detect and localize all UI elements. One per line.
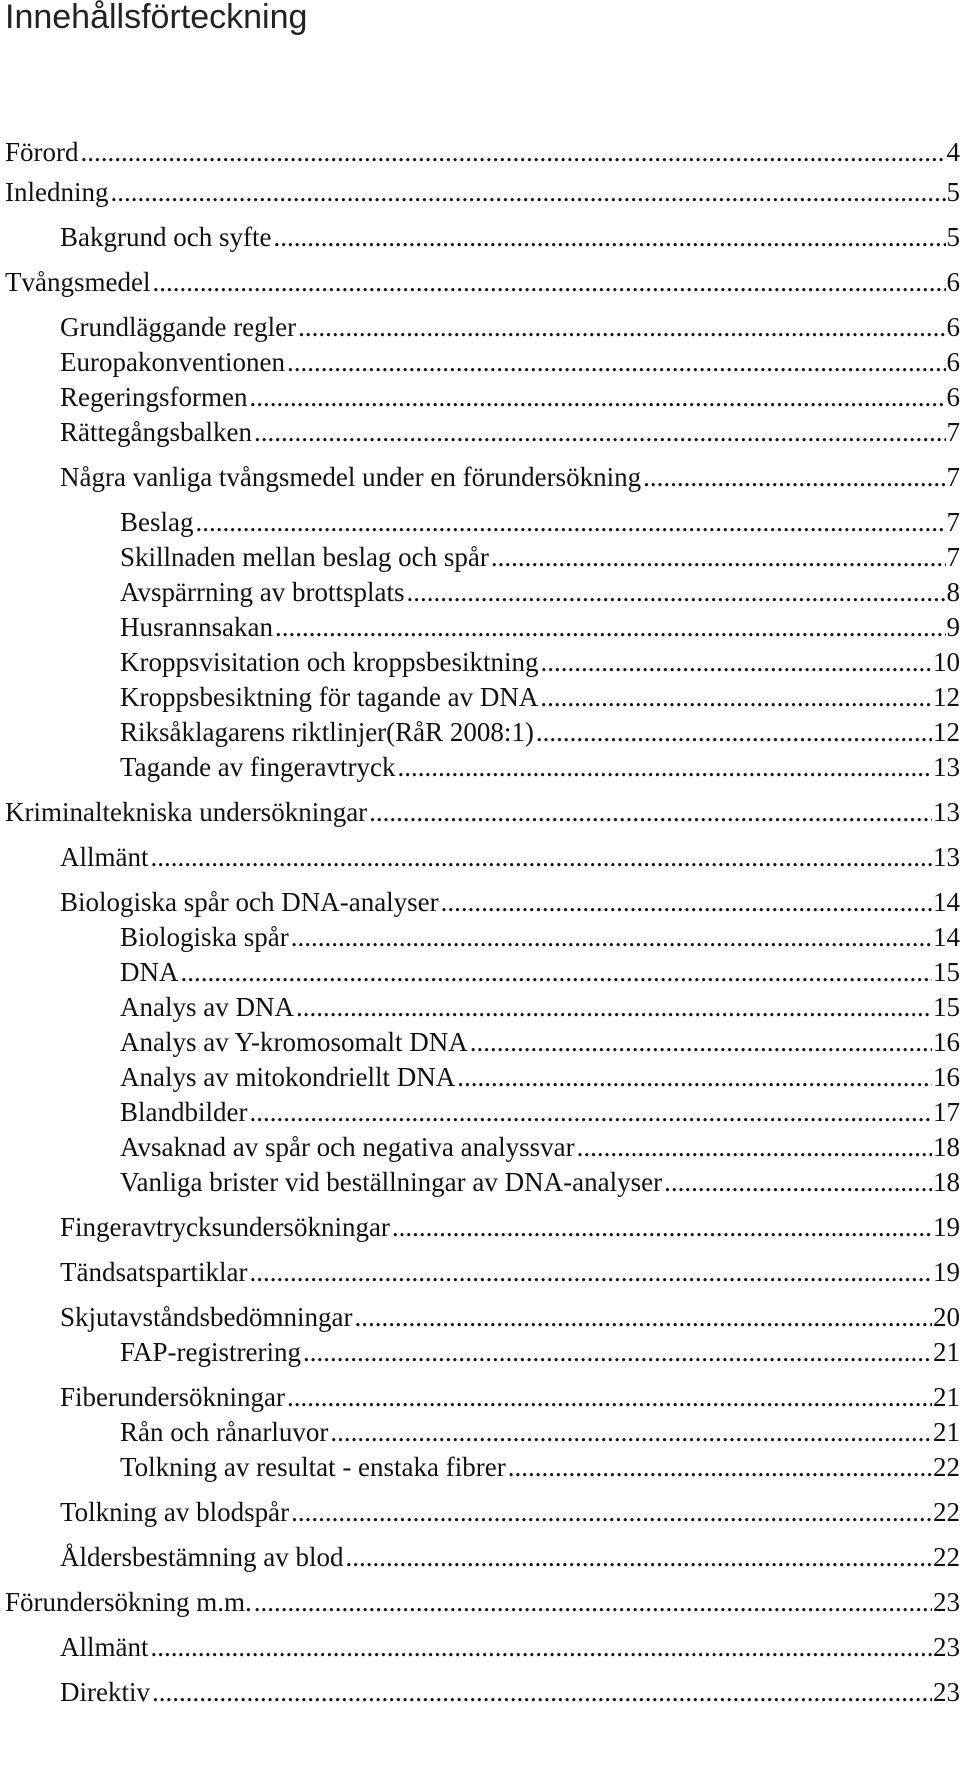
toc-entry[interactable] xyxy=(120,920,960,954)
toc-entry[interactable] xyxy=(120,505,960,539)
toc-dot-leader xyxy=(291,920,932,954)
toc-entry-page-number: 4 xyxy=(946,137,960,167)
toc-dot-leader xyxy=(291,1495,932,1529)
toc-entry[interactable] xyxy=(5,175,960,209)
toc-entry-label: Tolkning av resultat - enstaka fibrer xyxy=(120,1452,506,1482)
toc-entry-label: Kroppsbesiktning för tagande av DNA xyxy=(120,682,539,712)
toc-entry-label: Kroppsvisitation och kroppsbesiktning xyxy=(120,647,539,677)
toc-entry-label: FAP-registrering xyxy=(120,1337,301,1367)
toc-entry-label: Analys av DNA xyxy=(120,992,294,1022)
toc-dot-leader xyxy=(196,505,946,539)
toc-entry-page-number: 12 xyxy=(933,717,960,747)
toc-entry-page-number: 21 xyxy=(933,1382,960,1412)
toc-dot-leader xyxy=(536,715,932,749)
toc-entry-page-number: 13 xyxy=(933,752,960,782)
toc-dot-leader xyxy=(254,1585,932,1619)
toc-entry-page-number: 16 xyxy=(933,1027,960,1057)
toc-dot-leader xyxy=(457,1060,932,1094)
toc-entry-page-number: 22 xyxy=(933,1497,960,1527)
toc-entry-page-number: 23 xyxy=(933,1587,960,1617)
toc-entry-page-number: 6 xyxy=(946,312,960,342)
toc-entry-label: Allmänt xyxy=(60,842,149,872)
toc-entry-label: Inledning xyxy=(5,177,109,207)
toc-entry-page-number: 13 xyxy=(933,842,960,872)
toc-dot-leader xyxy=(397,750,932,784)
toc-dot-leader xyxy=(406,575,945,609)
toc-dot-leader xyxy=(303,1335,932,1369)
toc-entry[interactable] xyxy=(60,1540,960,1574)
toc-dot-leader xyxy=(249,1255,932,1289)
toc-entry-label: Rån och rånarluvor xyxy=(120,1417,329,1447)
toc-entry-page-number: 12 xyxy=(933,682,960,712)
toc-entry-label: Kriminaltekniska undersökningar xyxy=(5,797,368,827)
toc-dot-leader xyxy=(577,1130,932,1164)
toc-entry[interactable] xyxy=(120,540,960,574)
toc-entry-page-number: 21 xyxy=(933,1337,960,1367)
toc-dot-leader xyxy=(151,1630,933,1664)
toc-entry[interactable] xyxy=(60,1210,960,1244)
toc-entry[interactable] xyxy=(5,795,960,829)
toc-entry-label: Fiberundersökningar xyxy=(60,1382,285,1412)
toc-entry-page-number: 15 xyxy=(933,992,960,1022)
toc-dot-leader xyxy=(330,1415,932,1449)
toc-entry[interactable] xyxy=(5,135,960,169)
toc-entry[interactable] xyxy=(120,990,960,1024)
toc-entry[interactable] xyxy=(120,1095,960,1129)
toc-entry[interactable] xyxy=(60,415,960,449)
toc-entry-page-number: 7 xyxy=(946,542,960,572)
toc-dot-leader xyxy=(249,1095,932,1129)
toc-entry-label: Allmänt xyxy=(60,1632,149,1662)
toc-entry-page-number: 15 xyxy=(933,957,960,987)
toc-dot-leader xyxy=(249,380,945,414)
toc-entry-label: Vanliga brister vid beställningar av DNA-analyser xyxy=(120,1167,663,1197)
toc-entry-label: Bakgrund och syfte xyxy=(60,222,272,252)
toc-entry[interactable] xyxy=(60,1630,960,1664)
toc-entry-page-number: 7 xyxy=(946,507,960,537)
toc-entry-page-number: 9 xyxy=(946,612,960,642)
toc-entry-page-number: 7 xyxy=(946,417,960,447)
toc-dot-leader xyxy=(152,1675,932,1709)
toc-entry[interactable] xyxy=(120,955,960,989)
toc-entry-page-number: 7 xyxy=(946,462,960,492)
toc-entry[interactable] xyxy=(120,1415,960,1449)
toc-entry-label: Analys av Y-kromosomalt DNA xyxy=(120,1027,468,1057)
toc-entry[interactable] xyxy=(120,750,960,784)
toc-entry-label: Avsaknad av spår och negativa analyssvar xyxy=(120,1132,575,1162)
toc-dot-leader xyxy=(491,540,946,574)
toc-entry[interactable] xyxy=(60,460,960,494)
toc-entry[interactable] xyxy=(60,345,960,379)
toc-entry-page-number: 14 xyxy=(933,887,960,917)
toc-dot-leader xyxy=(664,1165,932,1199)
toc-entry-page-number: 18 xyxy=(933,1132,960,1162)
toc-dot-leader xyxy=(254,415,946,449)
toc-entry-label: Grundläggande regler xyxy=(60,312,297,342)
toc-entry[interactable] xyxy=(5,265,960,299)
toc-entry-label: Tolkning av blodspår xyxy=(60,1497,290,1527)
toc-dot-leader xyxy=(354,1300,932,1334)
toc-entry[interactable] xyxy=(60,1495,960,1529)
toc-entry-label: Skillnaden mellan beslag och spår xyxy=(120,542,489,572)
toc-entry-page-number: 23 xyxy=(933,1632,960,1662)
toc-entry[interactable] xyxy=(60,885,960,919)
toc-entry-page-number: 23 xyxy=(933,1677,960,1707)
toc-entry-label: Skjutavståndsbedömningar xyxy=(60,1302,353,1332)
toc-entry[interactable] xyxy=(60,310,960,344)
toc-entry-page-number: 6 xyxy=(946,267,960,297)
toc-dot-leader xyxy=(369,795,932,829)
toc-dot-leader xyxy=(540,680,932,714)
toc-entry[interactable] xyxy=(60,220,960,254)
toc-entry-page-number: 10 xyxy=(933,647,960,677)
toc-entry-page-number: 6 xyxy=(946,347,960,377)
toc-entry-label: Blandbilder xyxy=(120,1097,248,1127)
toc-dot-leader xyxy=(540,645,932,679)
toc-entry-label: Förundersökning m.m. xyxy=(5,1587,252,1617)
toc-entry[interactable] xyxy=(60,840,960,874)
toc-entry[interactable] xyxy=(60,1380,960,1414)
toc-entry-label: Åldersbestämning av blod xyxy=(60,1542,344,1572)
toc-entry-page-number: 5 xyxy=(946,177,960,207)
toc-entry[interactable] xyxy=(60,1300,960,1334)
toc-entry[interactable] xyxy=(120,575,960,609)
toc-dot-leader xyxy=(152,265,945,299)
toc-entry[interactable] xyxy=(120,1335,960,1369)
toc-entry-label: Förord xyxy=(5,137,79,167)
toc-entry-page-number: 5 xyxy=(946,222,960,252)
toc-entry-label: Tändsatspartiklar xyxy=(60,1257,248,1287)
toc-dot-leader xyxy=(508,1450,932,1484)
toc-entry-page-number: 21 xyxy=(933,1417,960,1447)
toc-dot-leader xyxy=(441,885,932,919)
toc-entry-page-number: 17 xyxy=(933,1097,960,1127)
toc-entry-page-number: 14 xyxy=(933,922,960,952)
toc-entry-page-number: 13 xyxy=(933,797,960,827)
toc-entry[interactable] xyxy=(120,645,960,679)
toc-entry-page-number: 19 xyxy=(933,1212,960,1242)
toc-dot-leader xyxy=(643,460,945,494)
toc-entry-page-number: 22 xyxy=(933,1452,960,1482)
toc-entry[interactable] xyxy=(120,680,960,714)
toc-dot-leader xyxy=(275,610,946,644)
toc-entry[interactable] xyxy=(120,1025,960,1059)
toc-entry-page-number: 19 xyxy=(933,1257,960,1287)
toc-entry-page-number: 20 xyxy=(933,1302,960,1332)
toc-dot-leader xyxy=(345,1540,932,1574)
toc-entry[interactable] xyxy=(120,1165,960,1199)
toc-dot-leader xyxy=(110,175,945,209)
toc-entry-label: Biologiska spår xyxy=(120,922,289,952)
toc-entry[interactable] xyxy=(120,1060,960,1094)
toc-entry-label: Riksåklagarens riktlinjer(RåR 2008:1) xyxy=(120,717,534,747)
toc-dot-leader xyxy=(392,1210,932,1244)
toc-dot-leader xyxy=(151,840,933,874)
toc-entry[interactable] xyxy=(60,380,960,414)
toc-dot-leader xyxy=(181,955,933,989)
toc-entry-label: Rättegångsbalken xyxy=(60,417,252,447)
toc-entry-label: Analys av mitokondriellt DNA xyxy=(120,1062,456,1092)
toc-entry-page-number: 8 xyxy=(946,577,960,607)
toc-entry[interactable] xyxy=(60,1255,960,1289)
toc-dot-leader xyxy=(273,220,945,254)
toc-entry[interactable] xyxy=(120,610,960,644)
toc-entry-label: Beslag xyxy=(120,507,194,537)
toc-entry-label: Tagande av fingeravtryck xyxy=(120,752,396,782)
toc-entry-label: Några vanliga tvångsmedel under en förundersökning xyxy=(60,462,642,492)
page-title: Innehållsförteckning xyxy=(5,0,308,36)
toc-entry[interactable] xyxy=(120,1450,960,1484)
toc-entry-label: Europakonventionen xyxy=(60,347,285,377)
toc-entry-label: Direktiv xyxy=(60,1677,150,1707)
toc-entry-label: DNA xyxy=(120,957,179,987)
toc-entry-label: Tvångsmedel xyxy=(5,267,151,297)
toc-dot-leader xyxy=(470,1025,932,1059)
toc-entry[interactable] xyxy=(120,1130,960,1164)
toc-entry-label: Fingeravtrycksundersökningar xyxy=(60,1212,390,1242)
toc-dot-leader xyxy=(296,990,932,1024)
toc-entry[interactable] xyxy=(5,1585,960,1619)
toc-dot-leader xyxy=(298,310,945,344)
toc-entry-label: Husrannsakan xyxy=(120,612,273,642)
toc-entry-page-number: 18 xyxy=(933,1167,960,1197)
toc-dot-leader xyxy=(81,135,946,169)
toc-entry-label: Regeringsformen xyxy=(60,382,248,412)
toc-entry-label: Biologiska spår och DNA-analyser xyxy=(60,887,439,917)
toc-entry-page-number: 6 xyxy=(946,382,960,412)
toc-entry-page-number: 16 xyxy=(933,1062,960,1092)
toc-entry-page-number: 22 xyxy=(933,1542,960,1572)
toc-dot-leader xyxy=(287,345,946,379)
toc-entry[interactable] xyxy=(60,1675,960,1709)
toc-dot-leader xyxy=(287,1380,932,1414)
toc-entry[interactable] xyxy=(120,715,960,749)
toc-entry-label: Avspärrning av brottsplats xyxy=(120,577,405,607)
